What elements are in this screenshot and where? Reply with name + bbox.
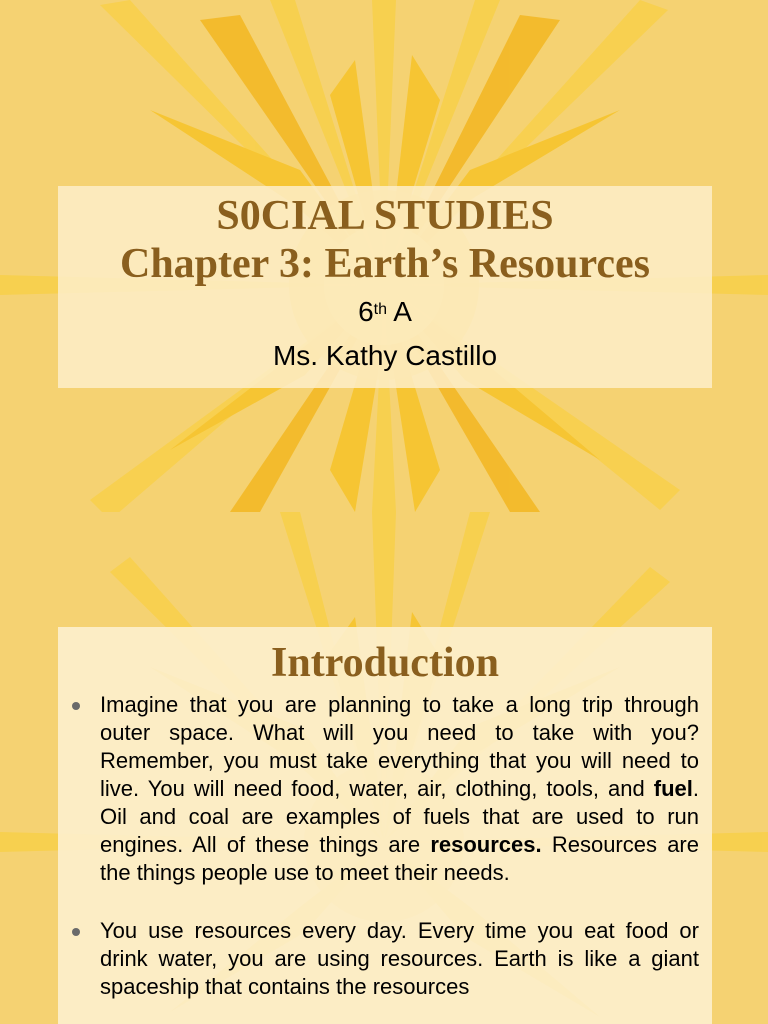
bullet-item (58, 917, 712, 1001)
bullet-item (58, 691, 712, 887)
bullet-icon (72, 928, 80, 936)
bullet-icon (72, 702, 80, 710)
slide-subtitle-chapter: Chapter 3: Earth’s Resources (119, 241, 650, 287)
grade-label (58, 294, 712, 330)
bullet-text: Resources are the things people use to meet their needs. (100, 832, 699, 885)
bullet-text: Imagine that you are planning to take a long trip through outer space. What will you need to take with you? Remember, you must take everything that you will need to live. You will need food, water, air, clothing, tools, and (100, 692, 699, 801)
introduction-slide (0, 512, 768, 1024)
section-heading: Introduction (271, 640, 499, 686)
slide-title: S0CIAL STUDIES (216, 193, 554, 239)
grade-superscript: th (373, 301, 387, 318)
bold-term-resources: resources. (430, 832, 542, 857)
teacher-name: Ms. Kathy Castillo (272, 340, 498, 371)
bullet-text: . Oil and coal are examples of fuels that are used to run engines. All of these things are (100, 776, 699, 857)
bullet-text: You use resources every day. Every time you eat food or drink water, you are using resources. Earth is like a giant spaceship that contains the resources (100, 918, 699, 999)
grade-number: 6 (358, 296, 374, 327)
grade-section: A (387, 296, 412, 327)
title-box (58, 186, 712, 388)
content-box (58, 627, 712, 1024)
bold-term-fuel: fuel (653, 776, 693, 801)
